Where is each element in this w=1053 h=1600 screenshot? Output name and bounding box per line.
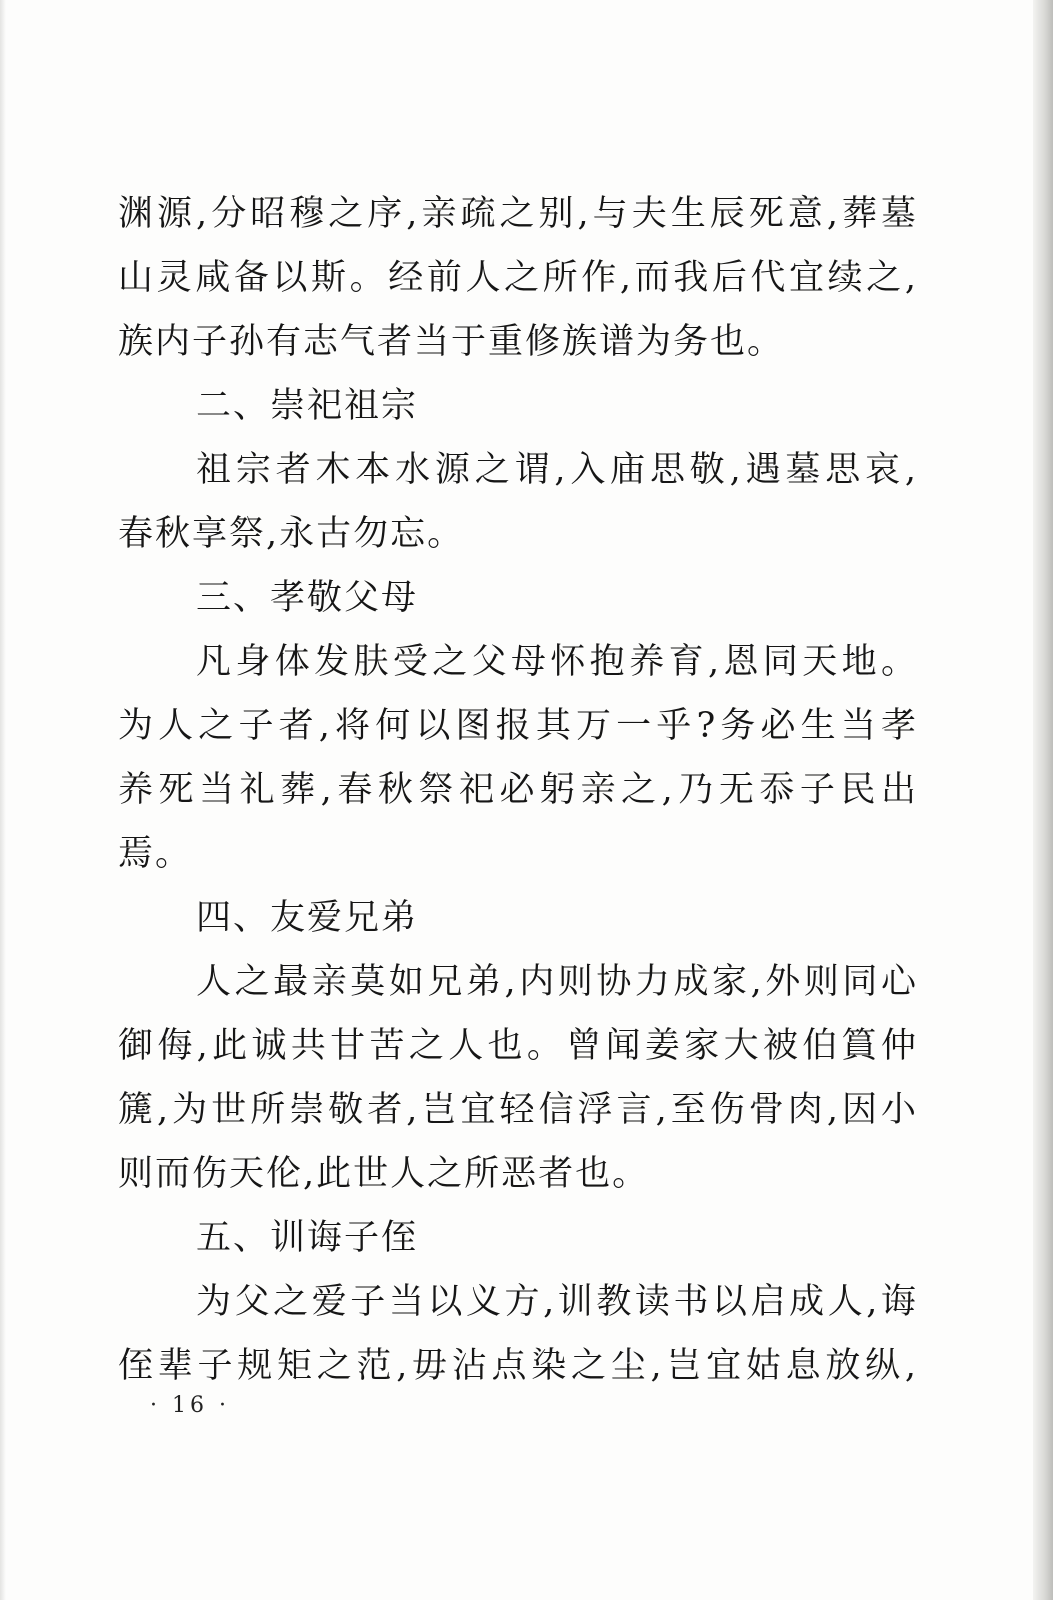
text-line: 春秋享祭,永古勿忘。	[118, 514, 465, 554]
text-line: 山灵咸备以斯。经前人之所作,而我后代宜续之,	[118, 258, 918, 298]
text-line: 御侮,此诚共甘苦之人也。曾闻姜家大被伯篔仲	[118, 1026, 918, 1066]
text-line: 为父之爱子当以义方,训教读书以启成人,诲	[196, 1282, 918, 1322]
text-line: 人之最亲莫如兄弟,内则协力成家,外则同心	[196, 962, 918, 1002]
text-line: 篪,为世所崇敬者,岂宜轻信浮言,至伤骨肉,因小	[118, 1090, 918, 1130]
text-line: 为人之子者,将何以图报其万一乎?务必生当孝	[118, 706, 918, 746]
text-line: 侄辈子规矩之范,毋沾点染之尘,岂宜姑息放纵,	[118, 1346, 918, 1386]
page-right-edge	[1033, 0, 1053, 1600]
body-text	[118, 182, 918, 1398]
section-heading-5: 五、训诲子侄	[196, 1218, 419, 1258]
section-heading-3: 三、孝敬父母	[196, 578, 419, 618]
text-line: 养死当礼葬,春秋祭祀必躬亲之,乃无忝子民出	[118, 770, 918, 810]
text-line: 族内子孙有志气者当于重修族谱为务也。	[118, 322, 785, 362]
page-number: · 16 ·	[150, 1393, 230, 1418]
text-line: 焉。	[118, 834, 193, 874]
text-line: 则而伤天伦,此世人之所恶者也。	[118, 1154, 650, 1194]
section-heading-2: 二、崇祀祖宗	[196, 386, 419, 426]
section-heading-4: 四、友爱兄弟	[196, 898, 419, 938]
text-line: 凡身体发肤受之父母怀抱养育,恩同天地。	[196, 642, 918, 682]
page-left-edge	[0, 0, 6, 1600]
text-line: 祖宗者木本水源之谓,入庙思敬,遇墓思哀,	[196, 450, 918, 490]
text-line: 渊源,分昭穆之序,亲疏之别,与夫生辰死意,葬墓	[118, 194, 918, 234]
